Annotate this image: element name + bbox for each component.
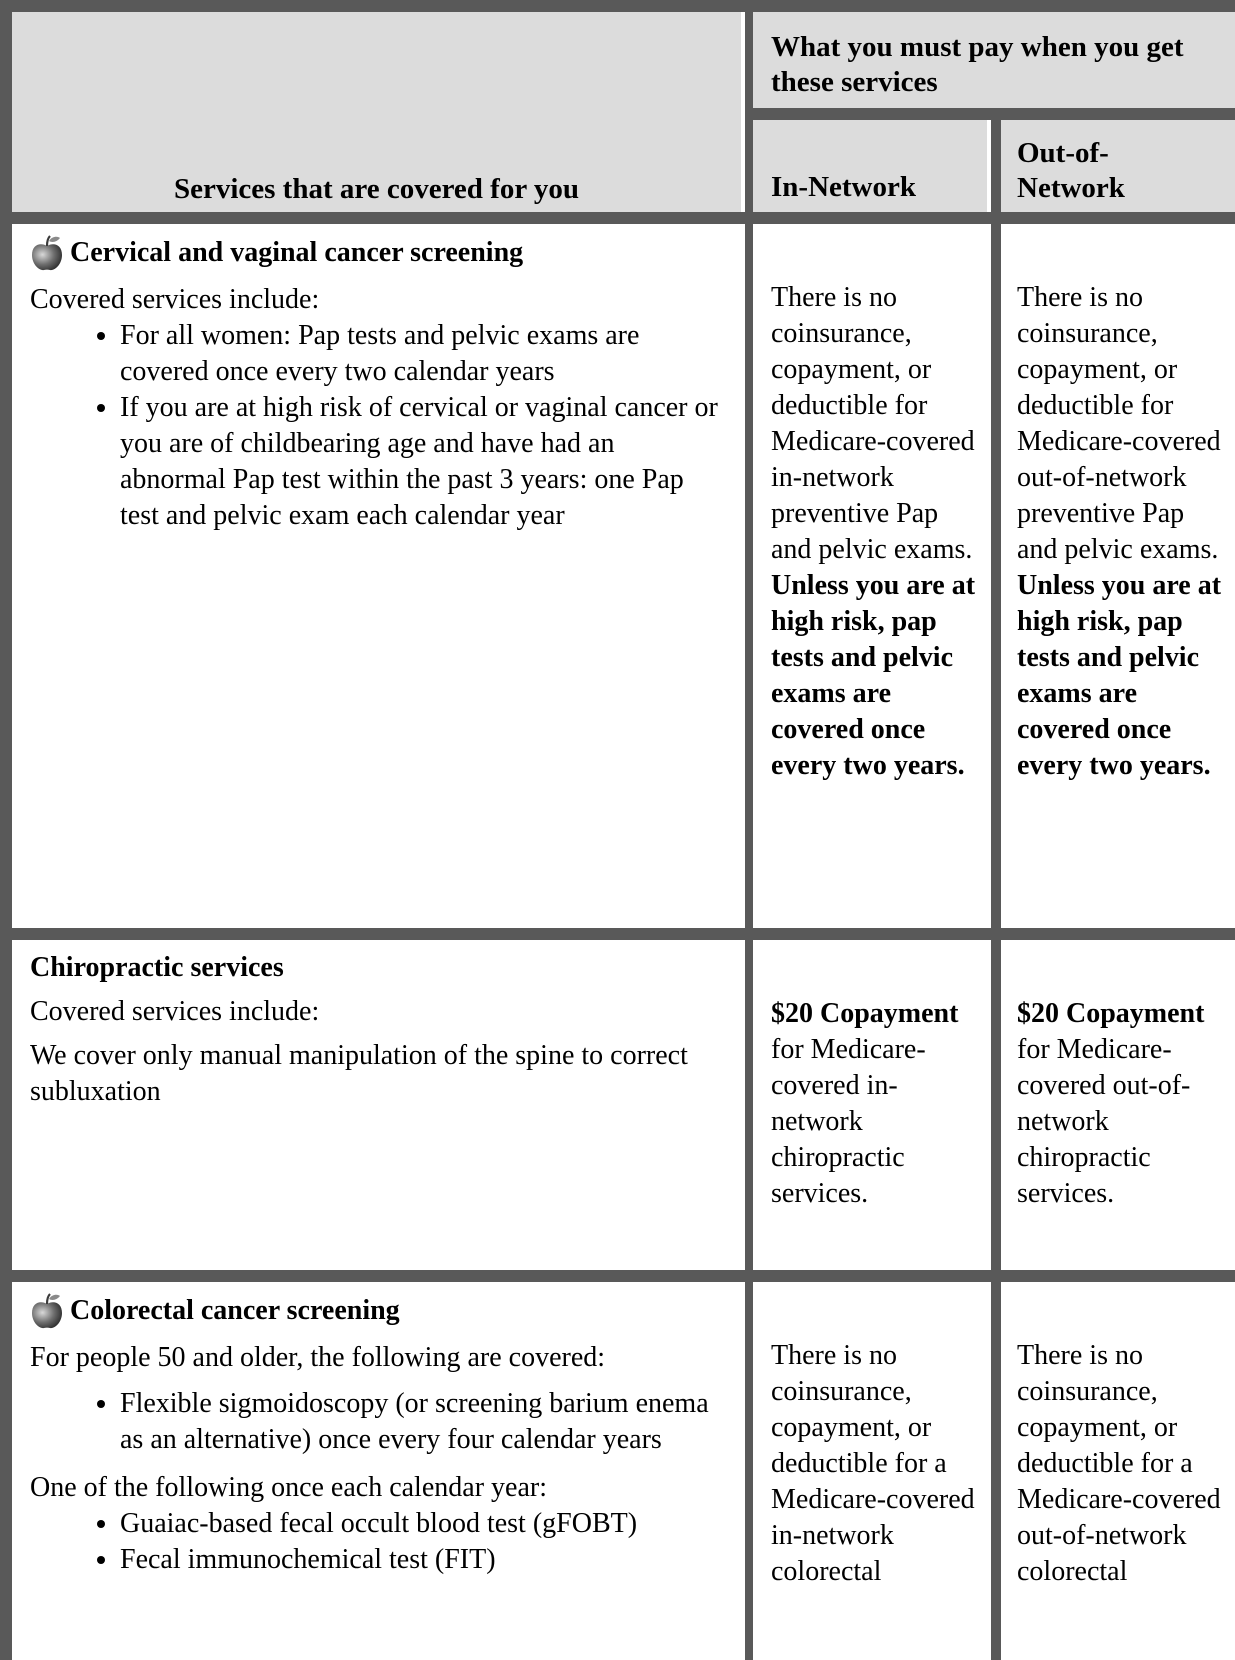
list-item: • For all women: Pap tests and pelvic exams are covered once every two calendar years xyxy=(120,318,727,390)
row-chiro-title: Chiropractic services xyxy=(30,952,284,983)
header-pay-label: What you must pay when you get these services xyxy=(771,31,1184,98)
row-cervical-in-network-note: Unless you are at high risk, pap tests and pelvic exams are covered once every two years. xyxy=(771,570,976,781)
row-cervical-in-network-text: There is no coinsurance, copayment, or deductible for Medicare-covered in-network preventive Pap and pelvic exams. xyxy=(771,282,975,565)
row-chiro-intro: Covered services include: xyxy=(30,996,320,1027)
row-chiro-out-network-cell xyxy=(1001,940,1235,1270)
header-services-label: Services that are covered for you xyxy=(173,173,580,205)
header-pay-cell xyxy=(753,12,1235,108)
row-chiro-in-network-cell xyxy=(753,940,991,1270)
row-colorectal-title-text: Colorectal cancer screening xyxy=(70,1295,400,1326)
row-colorectal-bullets2 xyxy=(30,1506,727,1578)
list-item: • Flexible sigmoidoscopy (or screening barium enema as an alternative) once every four calendar years xyxy=(120,1386,727,1458)
row-cervical-bullets xyxy=(30,318,727,534)
list-item: • Fecal immunochemical test (FIT) xyxy=(120,1542,727,1578)
row-cervical-out-network-cell xyxy=(1001,224,1235,928)
row-cervical-title-text: Cervical and vaginal cancer screening xyxy=(70,237,524,268)
header-out-network-cell xyxy=(1001,120,1235,212)
row-cervical-out-network-note: Unless you are at high risk, pap tests and pelvic exams are covered once every two years. xyxy=(1017,570,1222,781)
row-colorectal-title xyxy=(30,1292,727,1330)
row-chiro-out-network-copay: $20 Copayment xyxy=(1017,998,1205,1029)
header-services-cell xyxy=(12,12,745,212)
row-chiro-in-network-text: for Medicare-covered in-network chiropractic services. xyxy=(771,1034,926,1209)
apple-icon xyxy=(30,1292,64,1330)
header-out-network-label: Out-of- Network xyxy=(1017,137,1125,204)
row-colorectal-in-network-cell xyxy=(753,1282,991,1660)
row-cervical-in-network-cell xyxy=(753,224,991,928)
header-in-network-cell xyxy=(753,120,991,212)
row-colorectal-in-network-text: There is no coinsurance, copayment, or deductible for a Medicare-covered in-network colorectal xyxy=(771,1340,975,1587)
row-colorectal-intro2: One of the following once each calendar year: xyxy=(30,1472,547,1503)
apple-icon xyxy=(30,234,64,272)
row-colorectal-intro: For people 50 and older, the following are covered: xyxy=(30,1342,606,1373)
list-item: • Guaiac-based fecal occult blood test (gFOBT) xyxy=(120,1506,727,1542)
row-cervical-service-cell xyxy=(12,224,745,928)
row-cervical-intro: Covered services include: xyxy=(30,284,320,315)
row-chiro-in-network-copay: $20 Copayment xyxy=(771,998,959,1029)
row-chiro-detail: We cover only manual manipulation of the spine to correct subluxation xyxy=(30,1040,688,1107)
row-colorectal-out-network-cell xyxy=(1001,1282,1235,1660)
row-chiro-service-cell xyxy=(12,940,745,1270)
list-item: • If you are at high risk of cervical or vaginal cancer or you are of childbearing age and have had an abnormal Pap test within the past 3 years: one Pap test and pelvic exam each calendar year xyxy=(120,390,727,534)
row-colorectal-bullets xyxy=(30,1386,727,1458)
row-colorectal-out-network-text: There is no coinsurance, copayment, or deductible for a Medicare-covered out-of-network colorectal xyxy=(1017,1340,1221,1587)
row-cervical-out-network-text: There is no coinsurance, copayment, or deductible for Medicare-covered out-of-network preventive Pap and pelvic exams. xyxy=(1017,282,1221,565)
header-in-network-label: In-Network xyxy=(771,171,916,203)
row-cervical-title xyxy=(30,234,727,272)
row-chiro-out-network-text: for Medicare-covered out-of-network chiropractic services. xyxy=(1017,1034,1191,1209)
row-colorectal-service-cell xyxy=(12,1282,745,1660)
